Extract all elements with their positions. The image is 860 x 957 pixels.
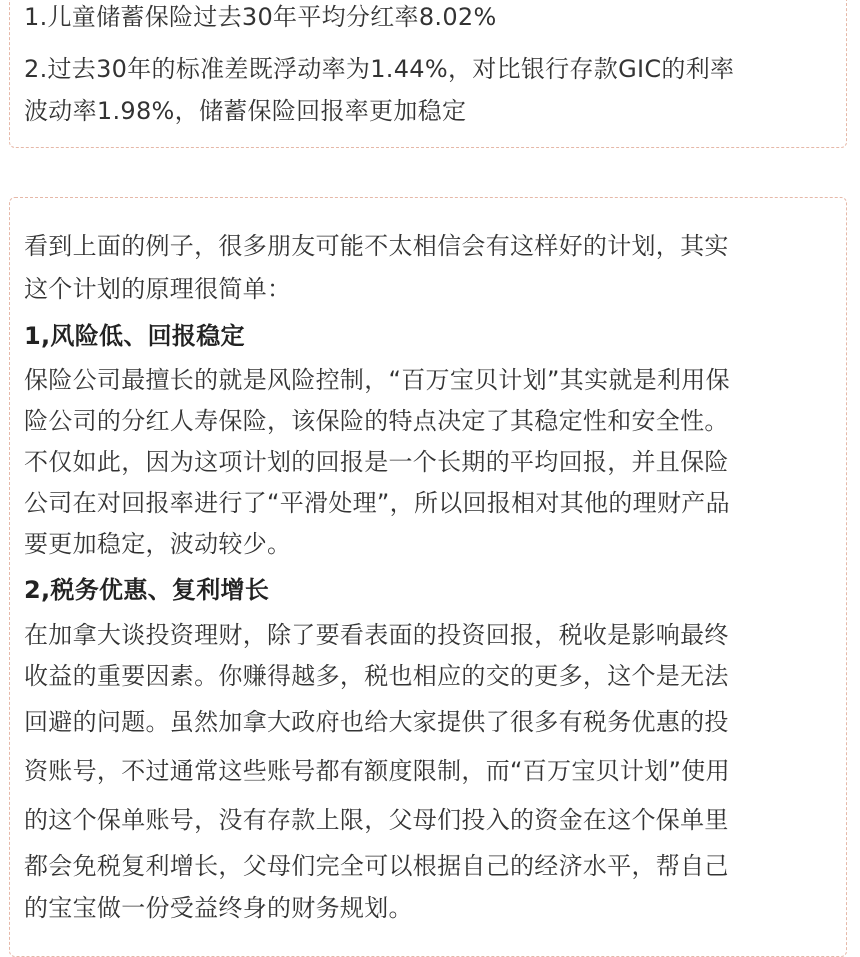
section1-line-1: 保险公司最擅长的就是风险控制，“百万宝贝计划”其实就是利用保: [24, 366, 730, 394]
section1-line-3: 不仅如此，因为这项计划的回报是一个长期的平均回报，并且保险: [24, 448, 729, 476]
section1-line-5: 要更加稳定，波动较少。: [24, 530, 292, 558]
intro-line-1: 看到上面的例子，很多朋友可能不太相信会有这样好的计划，其实: [24, 232, 729, 260]
section1-heading: 1,风险低、回报稳定: [24, 322, 245, 350]
summary-line-1: 1.儿童储蓄保险过去30年平均分红率8.02%: [24, 3, 497, 31]
section2-line-1: 在加拿大谈投资理财，除了要看表面的投资回报，税收是影响最终: [24, 621, 729, 649]
section2-heading: 2,税务优惠、复利增长: [24, 576, 270, 604]
summary-line-2: 2.过去30年的标准差既浮动率为1.44%，对比银行存款GIC的利率: [24, 55, 735, 83]
section2-line-4: 资账号，不过通常这些账号都有额度限制，而“百万宝贝计划”使用: [24, 757, 730, 785]
summary-line-3: 波动率1.98%，储蓄保险回报率更加稳定: [24, 97, 467, 125]
section1-line-2: 险公司的分红人寿保险，该保险的特点决定了其稳定性和安全性。: [24, 407, 729, 435]
section2-line-6: 都会免税复利增长，父母们完全可以根据自己的经济水平，帮自己: [24, 852, 729, 880]
section2-line-7: 的宝宝做一份受益终身的财务规划。: [24, 894, 413, 922]
section2-line-3: 回避的问题。虽然加拿大政府也给大家提供了很多有税务优惠的投: [24, 708, 729, 736]
intro-line-2: 这个计划的原理很简单：: [24, 275, 292, 303]
section2-line-2: 收益的重要因素。你赚得越多，税也相应的交的更多，这个是无法: [24, 662, 729, 690]
section1-line-4: 公司在对回报率进行了“平滑处理”，所以回报相对其他的理财产品: [24, 489, 730, 517]
section2-line-5: 的这个保单账号，没有存款上限，父母们投入的资金在这个保单里: [24, 806, 729, 834]
